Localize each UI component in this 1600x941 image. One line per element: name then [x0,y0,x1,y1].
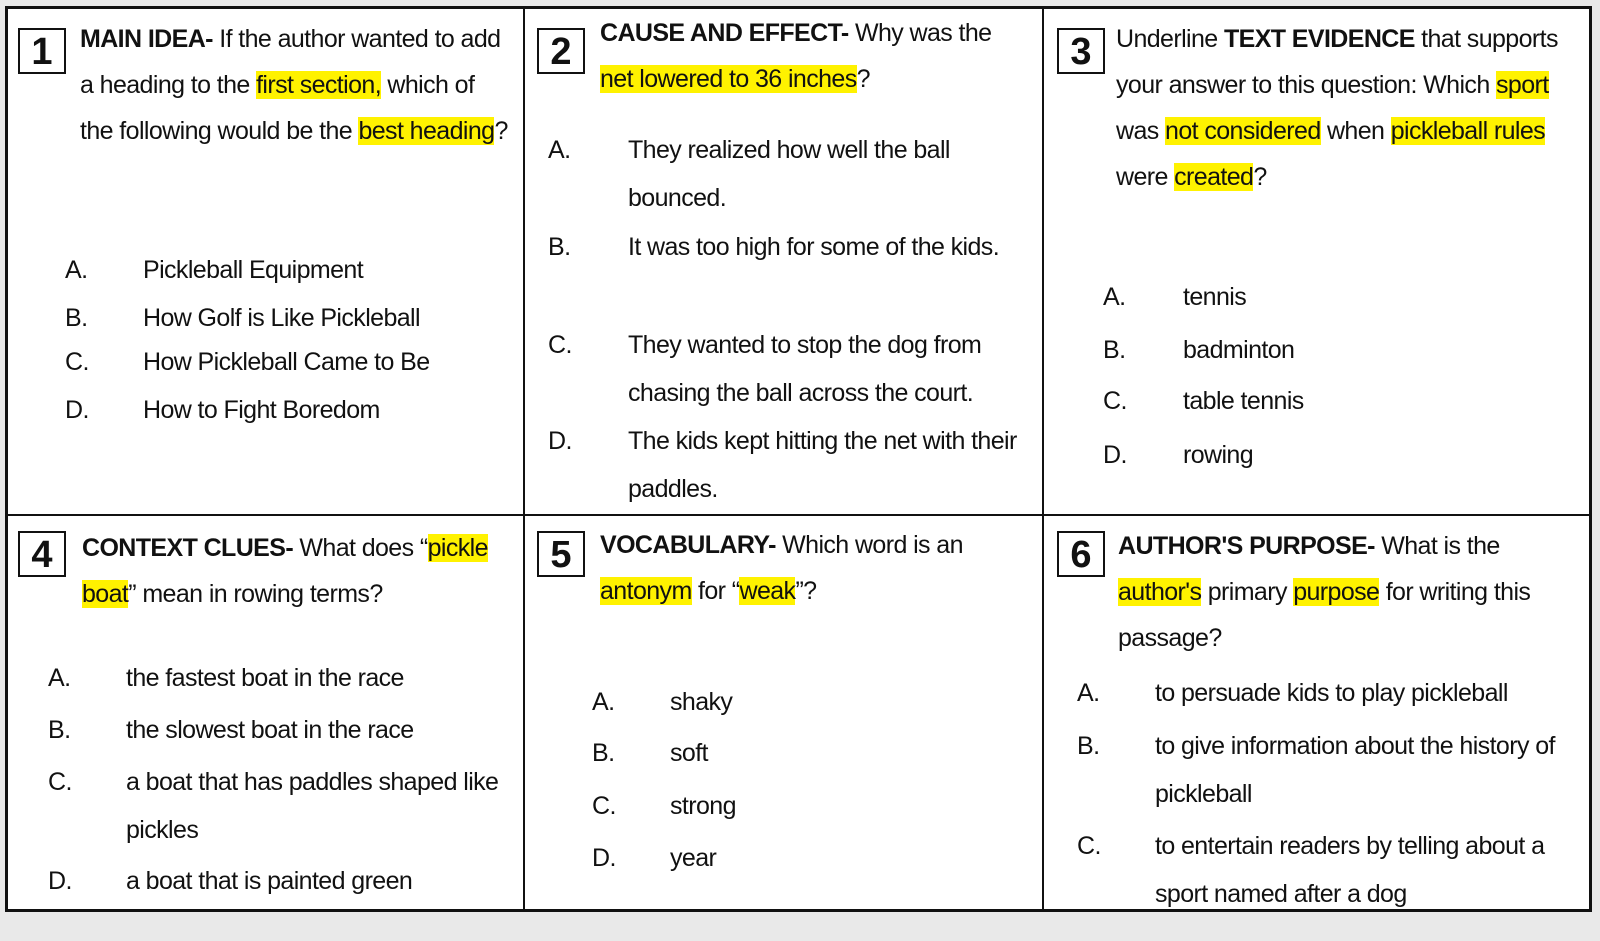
option-text: shaky [670,688,733,716]
stem-text: ” mean in rowing terms? [128,580,383,608]
stem-text: for “ [691,577,740,605]
highlighted-text: author's [1118,578,1202,606]
stem-text: If the author wanted to add a heading to the [80,25,501,99]
stem-text: primary [1201,578,1294,606]
question-number-box: 5 [537,531,585,577]
question-number-box: 3 [1057,28,1105,74]
option-letter: A. [48,664,71,692]
option-text: the slowest boat in the race [126,716,414,744]
question-stem [1118,523,1568,661]
stem-text: ? [1253,163,1267,191]
option-letter: D. [548,427,572,455]
question-stem [82,525,512,617]
option-letter: A. [65,256,88,284]
option-letter: D. [592,844,616,872]
stem-text: Why was the [854,19,992,47]
question-stem [80,16,510,154]
stem-text: ”? [795,577,817,605]
question-number-box: 2 [537,28,585,74]
option-text: tennis [1183,283,1247,311]
question-stem [1116,16,1566,200]
option-text: They wanted to stop the dog from chasing the ball across the court. [628,331,982,407]
column-divider [523,6,525,912]
skill-label: MAIN IDEA- [80,25,220,53]
option-text: a boat that has paddles shaped like pickles [126,768,499,844]
column-divider [1042,6,1044,912]
question-number-box: 1 [18,28,66,74]
option-letter: C. [48,768,72,796]
option-text: How to Fight Boredom [143,396,380,424]
option-letter: C. [592,792,616,820]
highlighted-text: not considered [1165,117,1321,145]
option-letter: B. [1077,732,1100,760]
highlighted-text: net lowered to 36 inches [600,65,857,93]
highlighted-text: sport [1495,71,1549,99]
option-text: to entertain readers by telling about a sport named after a dog [1155,832,1545,908]
stem-text: which of the following would be the [80,71,475,145]
option-letter: D. [1103,441,1127,469]
option-text: to persuade kids to play pickleball [1155,679,1508,707]
question-stem [600,522,1020,614]
stem-text: ? [856,65,870,93]
skill-label: CONTEXT CLUES- [82,534,300,562]
option-letter: C. [65,348,89,376]
option-text: rowing [1183,441,1254,469]
stem-text: Which word is an [782,531,963,559]
stem-text: What is the [1381,532,1500,560]
stem-text: What does “ [299,534,428,562]
highlighted-text: first section, [256,71,382,99]
question-stem [600,10,1020,102]
option-letter: D. [48,867,72,895]
skill-label: TEXT EVIDENCE [1223,25,1415,53]
highlighted-text: purpose [1293,578,1380,606]
option-letter: A. [1103,283,1126,311]
option-text: to give information about the history of pickleball [1155,732,1555,808]
option-letter: B. [48,716,71,744]
stem-text: for writing this passage? [1118,578,1531,652]
option-text: the fastest boat in the race [126,664,404,692]
skill-label: VOCABULARY- [600,531,783,559]
option-letter: C. [1077,832,1101,860]
option-text: It was too high for some of the kids. [628,233,1000,261]
row-divider [5,514,1592,516]
highlighted-text: best heading [358,117,495,145]
stem-text: were [1116,163,1175,191]
option-letter: B. [1103,336,1126,364]
option-text: a boat that is painted green [126,867,413,895]
option-text: badminton [1183,336,1295,364]
option-letter: B. [548,233,571,261]
option-letter: B. [592,739,615,767]
highlighted-text: created [1174,163,1254,191]
option-text: strong [670,792,736,820]
highlighted-text: pickle boat [82,534,488,608]
option-text: year [670,844,717,872]
stem-text: ? [494,117,508,145]
option-letter: C. [548,331,572,359]
option-letter: D. [65,396,89,424]
stem-text: Underline [1116,25,1224,53]
option-letter: A. [1077,679,1100,707]
option-text: Pickleball Equipment [143,256,364,284]
stem-text: that supports your answer to this question: Which [1116,25,1558,99]
option-letter: A. [548,136,571,164]
option-text: How Golf is Like Pickleball [143,304,420,332]
option-text: table tennis [1183,387,1304,415]
option-letter: A. [592,688,615,716]
highlighted-text: antonym [600,577,692,605]
question-number-box: 6 [1057,531,1105,577]
option-text: They realized how well the ball bounced. [628,136,950,212]
option-text: soft [670,739,708,767]
skill-label: CAUSE AND EFFECT- [600,19,855,47]
option-text: How Pickleball Came to Be [143,348,430,376]
option-text: The kids kept hitting the net with their paddles. [628,427,1017,503]
option-letter: B. [65,304,88,332]
skill-label: AUTHOR'S PURPOSE- [1118,532,1382,560]
stem-text: was [1116,117,1166,145]
question-number-box: 4 [18,531,66,577]
highlighted-text: pickleball rules [1390,117,1546,145]
option-letter: C. [1103,387,1127,415]
highlighted-text: weak [739,577,796,605]
stem-text: when [1320,117,1391,145]
